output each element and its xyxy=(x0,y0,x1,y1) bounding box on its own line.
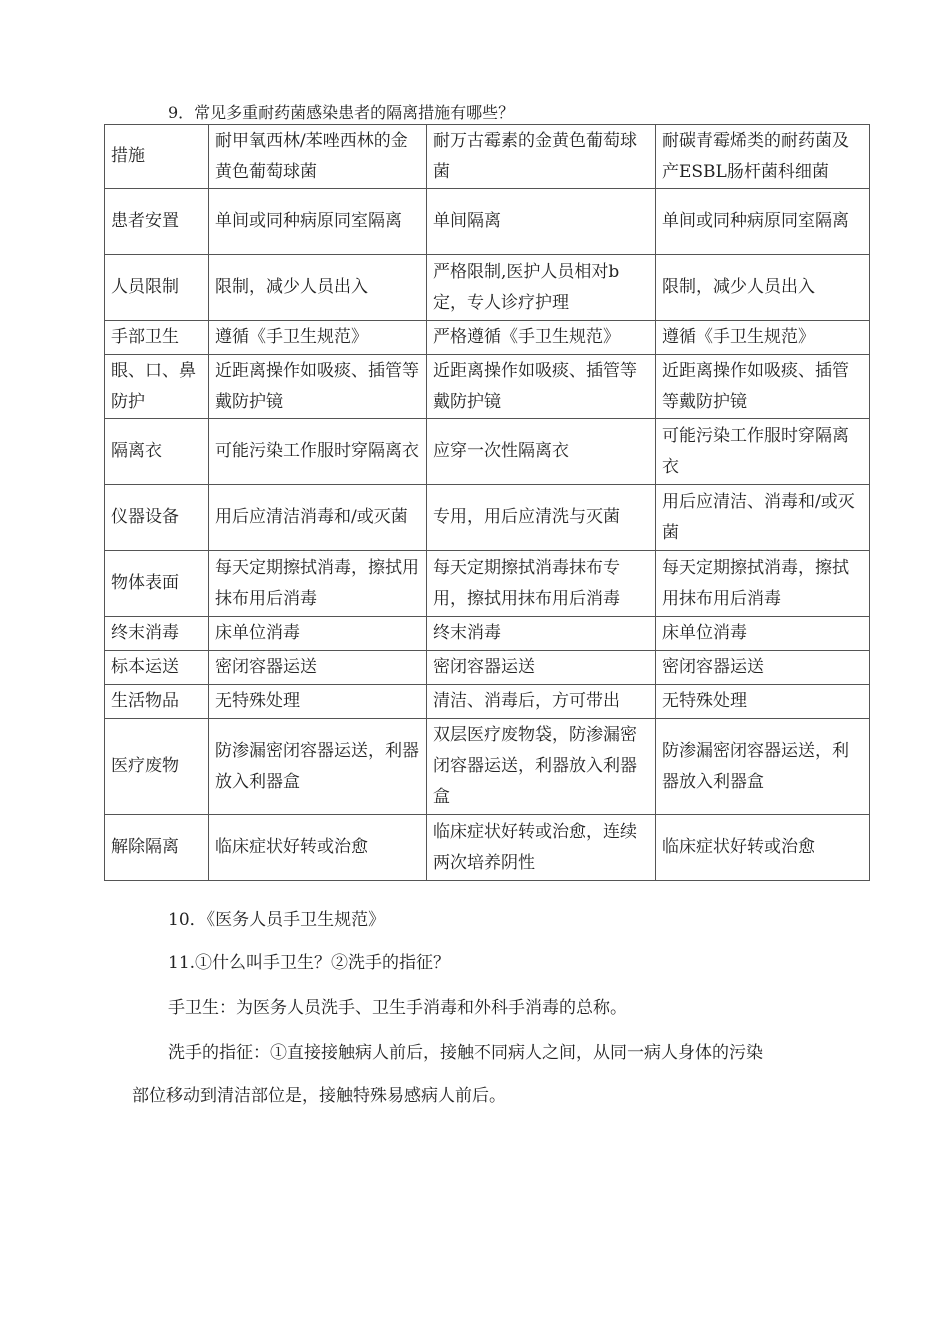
table-cell: 限制，减少人员出入 xyxy=(209,255,427,321)
table-cell: 遵循《手卫生规范》 xyxy=(656,321,870,355)
question-9-title: 9．常见多重耐药菌感染患者的隔离措施有哪些？ xyxy=(168,103,515,122)
item-11: 11.①什么叫手卫生？②洗手的指征？ xyxy=(168,953,451,973)
table-row xyxy=(105,617,870,651)
table-cell: 单间或同种病原同室隔离 xyxy=(209,189,427,255)
table-row xyxy=(105,651,870,685)
table-cell: 专用，用后应清洗与灭菌 xyxy=(427,485,656,551)
table-row-label: 标本运送 xyxy=(105,651,209,685)
table-cell: 无特殊处理 xyxy=(656,685,870,719)
table-cell: 密闭容器运送 xyxy=(656,651,870,685)
table-row xyxy=(105,685,870,719)
table-cell: 可能污染工作服时穿隔离衣 xyxy=(209,419,427,485)
table-cell: 单间隔离 xyxy=(427,189,656,255)
table-cell: 耐碳青霉烯类的耐药菌及产ESBL肠杆菌科细菌 xyxy=(656,125,870,189)
table-cell: 应穿一次性隔离衣 xyxy=(427,419,656,485)
table-row-label: 眼、口、鼻防护 xyxy=(105,355,209,419)
table-row xyxy=(105,125,870,189)
table-cell: 严格遵循《手卫生规范》 xyxy=(427,321,656,355)
table-row-label: 医疗废物 xyxy=(105,719,209,815)
table-cell: 近距离操作如吸痰、插管等戴防护镜 xyxy=(656,355,870,419)
table-row xyxy=(105,255,870,321)
isolation-measures-table xyxy=(104,124,870,881)
table-cell: 密闭容器运送 xyxy=(209,651,427,685)
table-body xyxy=(105,125,870,881)
table-cell: 每天定期擦拭消毒，擦拭用抹布用后消毒 xyxy=(656,551,870,617)
table-row xyxy=(105,321,870,355)
table-row-label: 手部卫生 xyxy=(105,321,209,355)
table-row-label: 终末消毒 xyxy=(105,617,209,651)
table-row xyxy=(105,355,870,419)
table-cell: 限制，减少人员出入 xyxy=(656,255,870,321)
table-cell: 终末消毒 xyxy=(427,617,656,651)
table-row xyxy=(105,815,870,881)
table-row xyxy=(105,189,870,255)
hand-hygiene-definition: 手卫生：为医务人员洗手、卫生手消毒和外科手消毒的总称。 xyxy=(168,998,627,1018)
table-row xyxy=(105,419,870,485)
table-cell: 双层医疗废物袋，防渗漏密闭容器运送，利器放入利器盒 xyxy=(427,719,656,815)
table-cell: 每天定期擦拭消毒抹布专用，擦拭用抹布用后消毒 xyxy=(427,551,656,617)
hand-washing-indications-line-1: 洗手的指征：①直接接触病人前后，接触不同病人之间，从同一病人身体的污染 xyxy=(168,1043,763,1063)
table-cell: 临床症状好转或治愈，连续两次培养阴性 xyxy=(427,815,656,881)
hand-washing-indications-line-2: 部位移动到清洁部位是，接触特殊易感病人前后。 xyxy=(132,1086,506,1106)
table-cell: 严格限制,医护人员相对b定，专人诊疗护理 xyxy=(427,255,656,321)
table-cell: 防渗漏密闭容器运送，利器放入利器盒 xyxy=(209,719,427,815)
table-row xyxy=(105,551,870,617)
table-cell: 可能污染工作服时穿隔离衣 xyxy=(656,419,870,485)
table-cell: 单间或同种病原同室隔离 xyxy=(656,189,870,255)
table-cell: 近距离操作如吸痰、插管等戴防护镜 xyxy=(427,355,656,419)
table-cell: 床单位消毒 xyxy=(209,617,427,651)
table-cell: 临床症状好转或治愈 xyxy=(656,815,870,881)
table-cell: 每天定期擦拭消毒，擦拭用抹布用后消毒 xyxy=(209,551,427,617)
table-row-label: 物体表面 xyxy=(105,551,209,617)
table-cell: 床单位消毒 xyxy=(656,617,870,651)
table-row-label: 隔离衣 xyxy=(105,419,209,485)
table-cell: 近距离操作如吸痰、插管等戴防护镜 xyxy=(209,355,427,419)
table-cell: 密闭容器运送 xyxy=(427,651,656,685)
table-cell: 耐万古霉素的金黄色葡萄球菌 xyxy=(427,125,656,189)
table-row-label: 人员限制 xyxy=(105,255,209,321)
table-cell: 清洁、消毒后，方可带出 xyxy=(427,685,656,719)
table-cell: 无特殊处理 xyxy=(209,685,427,719)
table-row xyxy=(105,719,870,815)
table-cell: 防渗漏密闭容器运送，利器放入利器盒 xyxy=(656,719,870,815)
table-row-label: 措施 xyxy=(105,125,209,189)
item-10: 10．《医务人员手卫生规范》 xyxy=(168,910,386,930)
table-row-label: 解除隔离 xyxy=(105,815,209,881)
table-cell: 耐甲氧西林/苯唑西林的金黄色葡萄球菌 xyxy=(209,125,427,189)
table-row-label: 仪器设备 xyxy=(105,485,209,551)
table-row-label: 生活物品 xyxy=(105,685,209,719)
table-cell: 用后应清洁、消毒和/或灭菌 xyxy=(656,485,870,551)
table-row xyxy=(105,485,870,551)
table-cell: 用后应清洁消毒和/或灭菌 xyxy=(209,485,427,551)
table-cell: 遵循《手卫生规范》 xyxy=(209,321,427,355)
table-row-label: 患者安置 xyxy=(105,189,209,255)
table-cell: 临床症状好转或治愈 xyxy=(209,815,427,881)
